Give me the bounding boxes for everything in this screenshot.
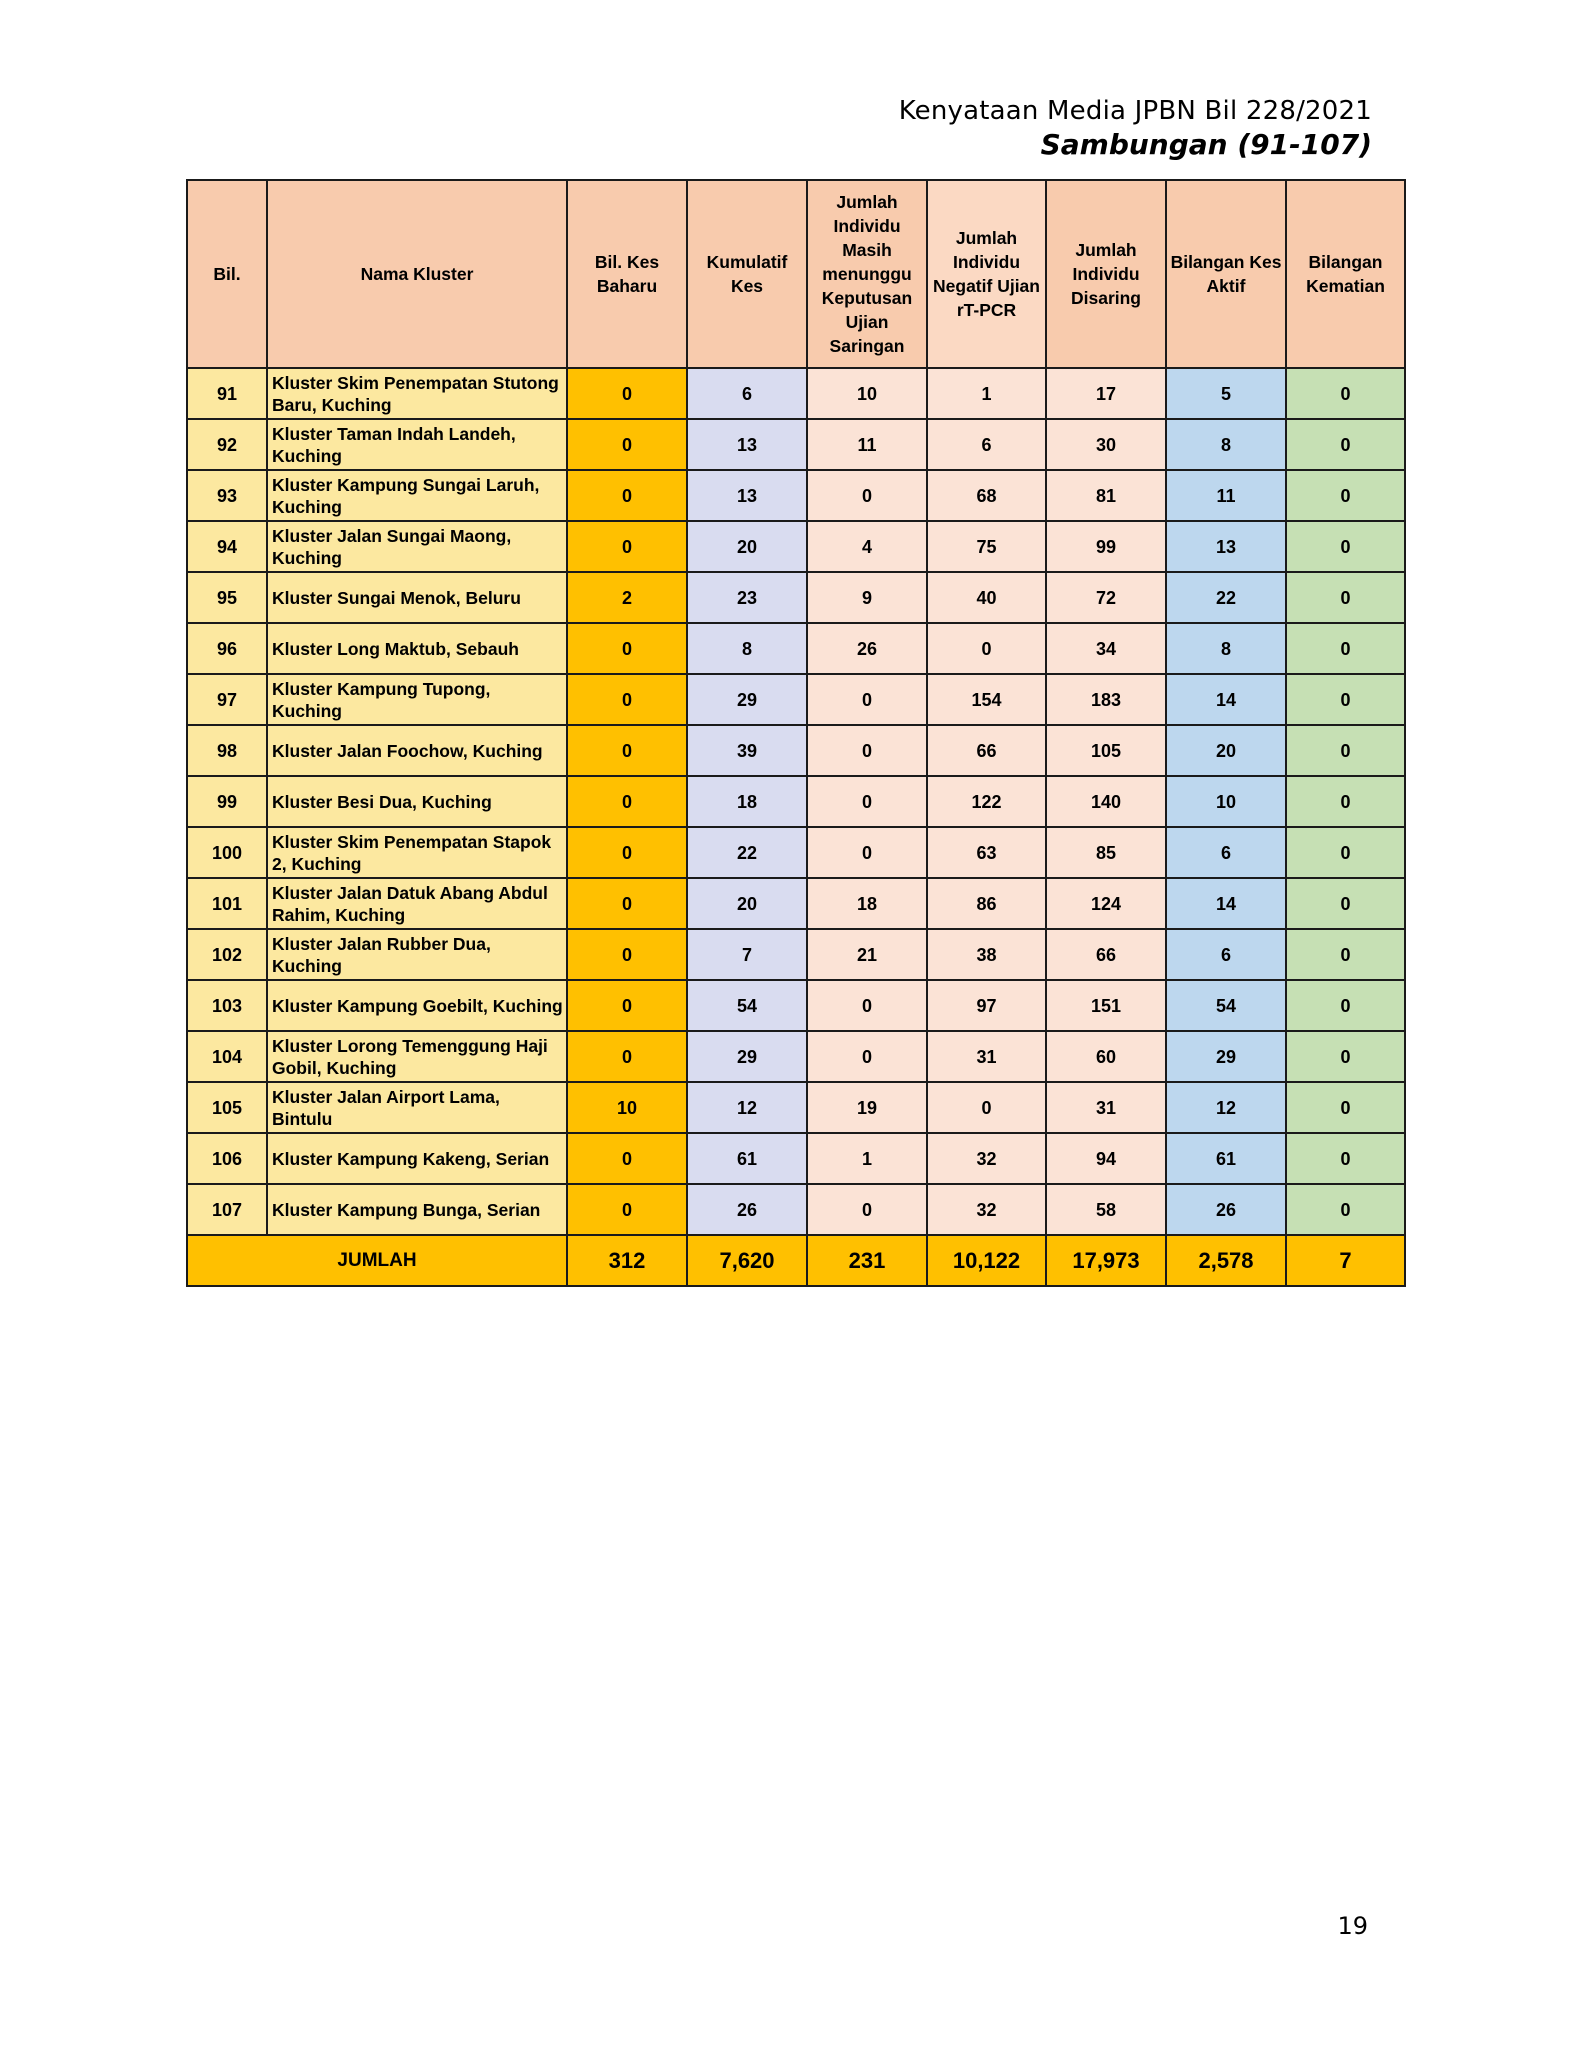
col-header-kes-aktif: Bilangan Kes Aktif xyxy=(1166,180,1286,368)
col-header-disaring: Jumlah Individu Disaring xyxy=(1046,180,1166,368)
total-kematian: 7 xyxy=(1286,1235,1405,1286)
cell-bil: 93 xyxy=(187,470,267,521)
cell-kes-baharu: 0 xyxy=(567,470,687,521)
cell-nama-kluster: Kluster Jalan Airport Lama, Bintulu xyxy=(267,1082,567,1133)
cell-disaring: 124 xyxy=(1046,878,1166,929)
cell-kematian: 0 xyxy=(1286,1031,1405,1082)
cell-disaring: 183 xyxy=(1046,674,1166,725)
cell-negatif: 75 xyxy=(927,521,1046,572)
cell-menunggu: 0 xyxy=(807,1031,927,1082)
cell-kes-aktif: 29 xyxy=(1166,1031,1286,1082)
cell-negatif: 122 xyxy=(927,776,1046,827)
cell-kematian: 0 xyxy=(1286,572,1405,623)
total-negatif: 10,122 xyxy=(927,1235,1046,1286)
cell-kes-baharu: 0 xyxy=(567,623,687,674)
cell-disaring: 72 xyxy=(1046,572,1166,623)
cell-disaring: 81 xyxy=(1046,470,1166,521)
cell-kes-aktif: 5 xyxy=(1166,368,1286,419)
cell-kematian: 0 xyxy=(1286,1133,1405,1184)
col-header-kematian: Bilangan Kematian xyxy=(1286,180,1405,368)
cell-nama-kluster: Kluster Kampung Tupong, Kuching xyxy=(267,674,567,725)
cell-kumulatif: 23 xyxy=(687,572,807,623)
document-subtitle: Sambungan (91-107) xyxy=(1040,128,1372,161)
cell-kumulatif: 20 xyxy=(687,521,807,572)
cell-bil: 99 xyxy=(187,776,267,827)
table-row xyxy=(187,1184,1405,1235)
cell-kumulatif: 12 xyxy=(687,1082,807,1133)
cell-menunggu: 0 xyxy=(807,827,927,878)
cell-kematian: 0 xyxy=(1286,1184,1405,1235)
cell-kes-aktif: 8 xyxy=(1166,623,1286,674)
cell-kumulatif: 39 xyxy=(687,725,807,776)
cell-negatif: 0 xyxy=(927,623,1046,674)
cell-bil: 107 xyxy=(187,1184,267,1235)
cell-bil: 97 xyxy=(187,674,267,725)
page-number: 19 xyxy=(1337,1912,1368,1940)
table-row xyxy=(187,470,1405,521)
cell-kumulatif: 13 xyxy=(687,470,807,521)
cell-bil: 92 xyxy=(187,419,267,470)
cell-bil: 103 xyxy=(187,980,267,1031)
cell-negatif: 63 xyxy=(927,827,1046,878)
cell-disaring: 58 xyxy=(1046,1184,1166,1235)
cell-kematian: 0 xyxy=(1286,368,1405,419)
cell-kes-aktif: 6 xyxy=(1166,929,1286,980)
cell-kes-baharu: 0 xyxy=(567,878,687,929)
cell-menunggu: 0 xyxy=(807,1184,927,1235)
cell-kes-baharu: 2 xyxy=(567,572,687,623)
cell-disaring: 34 xyxy=(1046,623,1166,674)
cell-bil: 100 xyxy=(187,827,267,878)
cell-bil: 102 xyxy=(187,929,267,980)
cell-bil: 105 xyxy=(187,1082,267,1133)
cell-kumulatif: 29 xyxy=(687,1031,807,1082)
cell-bil: 106 xyxy=(187,1133,267,1184)
cell-kes-aktif: 6 xyxy=(1166,827,1286,878)
cell-bil: 94 xyxy=(187,521,267,572)
table-row xyxy=(187,1133,1405,1184)
cell-disaring: 30 xyxy=(1046,419,1166,470)
cell-menunggu: 19 xyxy=(807,1082,927,1133)
cell-kumulatif: 8 xyxy=(687,623,807,674)
cell-disaring: 105 xyxy=(1046,725,1166,776)
cell-disaring: 94 xyxy=(1046,1133,1166,1184)
cell-nama-kluster: Kluster Skim Penempatan Stapok 2, Kuching xyxy=(267,827,567,878)
cell-kes-aktif: 14 xyxy=(1166,674,1286,725)
cell-nama-kluster: Kluster Sungai Menok, Beluru xyxy=(267,572,567,623)
table-row xyxy=(187,674,1405,725)
cell-disaring: 17 xyxy=(1046,368,1166,419)
cell-menunggu: 1 xyxy=(807,1133,927,1184)
cell-kes-baharu: 0 xyxy=(567,725,687,776)
cell-kumulatif: 61 xyxy=(687,1133,807,1184)
col-header-nama-kluster: Nama Kluster xyxy=(267,180,567,368)
cell-negatif: 66 xyxy=(927,725,1046,776)
col-header-kumulatif: Kumulatif Kes xyxy=(687,180,807,368)
cell-menunggu: 0 xyxy=(807,470,927,521)
cell-kumulatif: 26 xyxy=(687,1184,807,1235)
table-row xyxy=(187,776,1405,827)
cluster-table xyxy=(186,179,1406,1287)
cell-bil: 104 xyxy=(187,1031,267,1082)
total-kumulatif: 7,620 xyxy=(687,1235,807,1286)
cell-kes-aktif: 11 xyxy=(1166,470,1286,521)
cell-negatif: 86 xyxy=(927,878,1046,929)
cell-kes-baharu: 0 xyxy=(567,674,687,725)
cell-bil: 95 xyxy=(187,572,267,623)
cell-nama-kluster: Kluster Long Maktub, Sebauh xyxy=(267,623,567,674)
cell-nama-kluster: Kluster Jalan Datuk Abang Abdul Rahim, Kuching xyxy=(267,878,567,929)
cell-kumulatif: 20 xyxy=(687,878,807,929)
cell-kes-baharu: 0 xyxy=(567,827,687,878)
cell-kes-aktif: 54 xyxy=(1166,980,1286,1031)
col-header-kes-baharu: Bil. Kes Baharu xyxy=(567,180,687,368)
cell-kes-baharu: 0 xyxy=(567,1133,687,1184)
cell-kematian: 0 xyxy=(1286,878,1405,929)
cell-bil: 96 xyxy=(187,623,267,674)
table-row xyxy=(187,521,1405,572)
cell-kes-aktif: 8 xyxy=(1166,419,1286,470)
cell-nama-kluster: Kluster Jalan Foochow, Kuching xyxy=(267,725,567,776)
cell-disaring: 31 xyxy=(1046,1082,1166,1133)
cell-negatif: 32 xyxy=(927,1133,1046,1184)
cell-kematian: 0 xyxy=(1286,929,1405,980)
cell-kes-baharu: 0 xyxy=(567,980,687,1031)
cell-disaring: 140 xyxy=(1046,776,1166,827)
cell-kes-aktif: 26 xyxy=(1166,1184,1286,1235)
cell-kumulatif: 6 xyxy=(687,368,807,419)
cell-menunggu: 0 xyxy=(807,725,927,776)
table-row xyxy=(187,929,1405,980)
total-kes-aktif: 2,578 xyxy=(1166,1235,1286,1286)
cell-nama-kluster: Kluster Kampung Bunga, Serian xyxy=(267,1184,567,1235)
cell-nama-kluster: Kluster Kampung Goebilt, Kuching xyxy=(267,980,567,1031)
cell-menunggu: 26 xyxy=(807,623,927,674)
cell-kematian: 0 xyxy=(1286,674,1405,725)
cell-kematian: 0 xyxy=(1286,827,1405,878)
total-disaring: 17,973 xyxy=(1046,1235,1166,1286)
cell-kes-baharu: 0 xyxy=(567,368,687,419)
cell-negatif: 6 xyxy=(927,419,1046,470)
col-header-negatif: Jumlah Individu Negatif Ujian rT-PCR xyxy=(927,180,1046,368)
cell-negatif: 38 xyxy=(927,929,1046,980)
cell-disaring: 60 xyxy=(1046,1031,1166,1082)
cell-nama-kluster: Kluster Kampung Sungai Laruh, Kuching xyxy=(267,470,567,521)
cell-bil: 91 xyxy=(187,368,267,419)
cell-negatif: 31 xyxy=(927,1031,1046,1082)
cell-nama-kluster: Kluster Skim Penempatan Stutong Baru, Kuching xyxy=(267,368,567,419)
table-header xyxy=(187,180,1405,368)
cell-kes-baharu: 0 xyxy=(567,776,687,827)
cell-disaring: 151 xyxy=(1046,980,1166,1031)
table-row xyxy=(187,980,1405,1031)
cell-kematian: 0 xyxy=(1286,980,1405,1031)
cell-disaring: 66 xyxy=(1046,929,1166,980)
total-row xyxy=(187,1235,1405,1286)
cell-kumulatif: 7 xyxy=(687,929,807,980)
cell-menunggu: 21 xyxy=(807,929,927,980)
cell-kematian: 0 xyxy=(1286,419,1405,470)
cell-kes-baharu: 0 xyxy=(567,1184,687,1235)
col-header-bil: Bil. xyxy=(187,180,267,368)
cell-nama-kluster: Kluster Jalan Sungai Maong, Kuching xyxy=(267,521,567,572)
cell-negatif: 40 xyxy=(927,572,1046,623)
document-title: Kenyataan Media JPBN Bil 228/2021 xyxy=(898,96,1372,126)
cell-kumulatif: 54 xyxy=(687,980,807,1031)
cell-menunggu: 0 xyxy=(807,674,927,725)
cell-kematian: 0 xyxy=(1286,1082,1405,1133)
table-row xyxy=(187,572,1405,623)
table-row xyxy=(187,368,1405,419)
cell-nama-kluster: Kluster Taman Indah Landeh, Kuching xyxy=(267,419,567,470)
cell-menunggu: 0 xyxy=(807,980,927,1031)
cell-negatif: 97 xyxy=(927,980,1046,1031)
table-row xyxy=(187,725,1405,776)
cell-menunggu: 18 xyxy=(807,878,927,929)
cell-kes-baharu: 0 xyxy=(567,1031,687,1082)
table-row xyxy=(187,1082,1405,1133)
cell-kematian: 0 xyxy=(1286,725,1405,776)
cell-negatif: 32 xyxy=(927,1184,1046,1235)
cell-menunggu: 10 xyxy=(807,368,927,419)
cell-kes-aktif: 12 xyxy=(1166,1082,1286,1133)
cell-kes-aktif: 10 xyxy=(1166,776,1286,827)
cell-kematian: 0 xyxy=(1286,776,1405,827)
table-row xyxy=(187,878,1405,929)
cell-bil: 101 xyxy=(187,878,267,929)
total-label: JUMLAH xyxy=(187,1235,567,1286)
header-row xyxy=(187,180,1405,368)
cell-menunggu: 0 xyxy=(807,776,927,827)
cell-disaring: 99 xyxy=(1046,521,1166,572)
cell-nama-kluster: Kluster Jalan Rubber Dua, Kuching xyxy=(267,929,567,980)
cell-negatif: 1 xyxy=(927,368,1046,419)
cell-kes-aktif: 20 xyxy=(1166,725,1286,776)
table-row xyxy=(187,1031,1405,1082)
table-row xyxy=(187,419,1405,470)
cell-negatif: 68 xyxy=(927,470,1046,521)
cell-kumulatif: 18 xyxy=(687,776,807,827)
total-kes-baharu: 312 xyxy=(567,1235,687,1286)
cell-kumulatif: 22 xyxy=(687,827,807,878)
total-menunggu: 231 xyxy=(807,1235,927,1286)
table-row xyxy=(187,827,1405,878)
cell-kes-baharu: 0 xyxy=(567,419,687,470)
cell-menunggu: 11 xyxy=(807,419,927,470)
table-row xyxy=(187,623,1405,674)
cell-kes-aktif: 14 xyxy=(1166,878,1286,929)
cell-kes-aktif: 22 xyxy=(1166,572,1286,623)
cell-kematian: 0 xyxy=(1286,470,1405,521)
col-header-menunggu: Jumlah Individu Masih menunggu Keputusan Ujian Saringan xyxy=(807,180,927,368)
cell-kumulatif: 13 xyxy=(687,419,807,470)
cell-kematian: 0 xyxy=(1286,521,1405,572)
cell-disaring: 85 xyxy=(1046,827,1166,878)
cell-bil: 98 xyxy=(187,725,267,776)
cell-kes-baharu: 0 xyxy=(567,929,687,980)
cell-kes-baharu: 10 xyxy=(567,1082,687,1133)
cell-kes-baharu: 0 xyxy=(567,521,687,572)
cell-nama-kluster: Kluster Besi Dua, Kuching xyxy=(267,776,567,827)
cell-kes-aktif: 61 xyxy=(1166,1133,1286,1184)
cell-menunggu: 4 xyxy=(807,521,927,572)
table-body xyxy=(187,368,1405,1286)
cell-nama-kluster: Kluster Lorong Temenggung Haji Gobil, Kuching xyxy=(267,1031,567,1082)
cell-kumulatif: 29 xyxy=(687,674,807,725)
cell-kematian: 0 xyxy=(1286,623,1405,674)
cell-negatif: 154 xyxy=(927,674,1046,725)
cell-nama-kluster: Kluster Kampung Kakeng, Serian xyxy=(267,1133,567,1184)
cell-negatif: 0 xyxy=(927,1082,1046,1133)
cell-kes-aktif: 13 xyxy=(1166,521,1286,572)
cell-menunggu: 9 xyxy=(807,572,927,623)
